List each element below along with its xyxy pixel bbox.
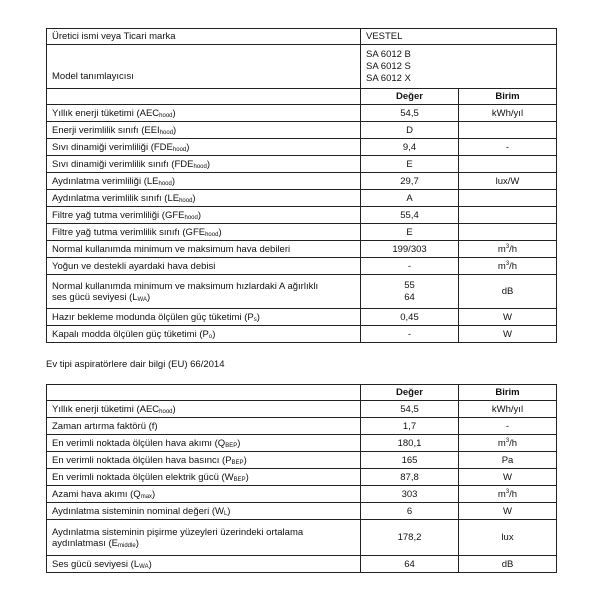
regulation-caption: Ev tipi aspiratörlere dair bilgi (EU) 66/2014 xyxy=(46,359,225,370)
row-value: E xyxy=(361,156,459,173)
row-unit: W xyxy=(459,326,557,343)
row-label: Azami hava akımı $(Q_{max})$ xyxy=(47,486,361,503)
table-row xyxy=(47,224,557,241)
row-label: Zaman artırma faktörü (f) xyxy=(47,418,361,435)
table-row xyxy=(47,105,557,122)
row-unit: W xyxy=(459,309,557,326)
illumination-value: 178,2 xyxy=(361,520,459,556)
row-value: 55,4 xyxy=(361,207,459,224)
noise-value-min: 55 xyxy=(404,279,415,291)
table-row xyxy=(47,309,557,326)
table-row xyxy=(47,418,557,435)
table-row xyxy=(47,401,557,418)
table-row xyxy=(47,241,557,258)
row-label: Kapalı modda ölçülen güç tüketimi $(P_o)$ xyxy=(47,326,361,343)
table-row xyxy=(47,486,557,503)
row-value: - xyxy=(361,258,459,275)
row-value: 199/303 xyxy=(361,241,459,258)
noise-label-line1: Normal kullanımda minimum ve maksimum hızlardaki A ağırlıklı xyxy=(52,280,319,292)
table-row xyxy=(47,469,557,486)
row-unit: $m^3/h$ xyxy=(459,486,557,503)
illumination-label-line2: aydınlatması $(E_{middle})$ xyxy=(52,537,139,549)
table-row xyxy=(47,156,557,173)
table-row xyxy=(47,139,557,156)
row-unit: kWh/yıl xyxy=(459,105,557,122)
row-label: Yıllık enerji tüketimi $(AEC_{hood})$ xyxy=(47,105,361,122)
row-label: Sıvı dinamiği verimliliği $(FDE_{hood})$ xyxy=(47,139,361,156)
row-label: Aydınlatma sisteminin nominal değeri $(W_L)$ xyxy=(47,503,361,520)
row-label: En verimli noktada ölçülen elektrik gücü $(W_{BEP})$ xyxy=(47,469,361,486)
noise-label-line2: ses gücü seviyesi $(L_{WA})$ xyxy=(52,291,151,303)
table-row xyxy=(47,29,557,45)
table-row xyxy=(47,520,557,556)
row-value: 303 xyxy=(361,486,459,503)
illumination-label xyxy=(47,520,361,556)
hood-specs-table xyxy=(46,28,557,343)
row-value: 0,45 xyxy=(361,309,459,326)
noise-unit: dB xyxy=(459,275,557,309)
row-value: 180,1 xyxy=(361,435,459,452)
table-row xyxy=(47,452,557,469)
row-unit: lux/W xyxy=(459,173,557,190)
row-label: Hazır bekleme modunda ölçülen güç tüketimi $(P_s)$ xyxy=(47,309,361,326)
header-empty xyxy=(47,89,361,105)
row-value: 64 xyxy=(361,556,459,573)
noise-value-max: 64 xyxy=(404,291,415,303)
row-label: En verimli noktada ölçülen hava basıncı $(P_{BEP})$ xyxy=(47,452,361,469)
row-label: Sıvı dinamiği verimlilik sınıfı $(FDE_{hood})$ xyxy=(47,156,361,173)
row-unit xyxy=(459,224,557,241)
table-row xyxy=(47,258,557,275)
row-value: D xyxy=(361,122,459,139)
noise-values xyxy=(361,275,459,309)
row-unit: - xyxy=(459,418,557,435)
row-value: 165 xyxy=(361,452,459,469)
row-unit: W xyxy=(459,469,557,486)
row-value: A xyxy=(361,190,459,207)
row-label: Normal kullanımda minimum ve maksimum hava debileri xyxy=(47,241,361,258)
row-value: 9,4 xyxy=(361,139,459,156)
row-value: 6 xyxy=(361,503,459,520)
header-value: Değer xyxy=(361,89,459,105)
row-value: - xyxy=(361,326,459,343)
row-unit xyxy=(459,156,557,173)
row-label: Ses gücü seviyesi $(L_{WA})$ xyxy=(47,556,361,573)
model-item: SA 6012 B xyxy=(366,48,411,60)
table-row xyxy=(47,503,557,520)
row-label: Enerji verimlilik sınıfı $(EEI_{hood})$ xyxy=(47,122,361,139)
row-value: 54,5 xyxy=(361,105,459,122)
noise-label xyxy=(47,275,361,309)
row-unit xyxy=(459,122,557,139)
table-row xyxy=(47,173,557,190)
table-row xyxy=(47,556,557,573)
brand-value: VESTEL xyxy=(361,29,557,45)
row-label: Aydınlatma verimlilik sınıfı $(LE_{hood})$ xyxy=(47,190,361,207)
illumination-label-line1: Aydınlatma sisteminin pişirme yüzeyleri üzerindeki ortalama xyxy=(52,526,304,538)
row-value: E xyxy=(361,224,459,241)
row-value: 29,7 xyxy=(361,173,459,190)
brand-label: Üretici ismi veya Ticari marka xyxy=(47,29,361,45)
row-unit: W xyxy=(459,503,557,520)
row-unit: $m^3/h$ xyxy=(459,435,557,452)
row-unit: $m^3/h$ xyxy=(459,241,557,258)
table-header-row xyxy=(47,89,557,105)
table-row xyxy=(47,190,557,207)
row-unit: Pa xyxy=(459,452,557,469)
row-label: Filtre yağ tutma verimlilik sınıfı $(GFE_{hood})$ xyxy=(47,224,361,241)
row-unit: - xyxy=(459,139,557,156)
model-list xyxy=(361,45,557,89)
row-label: Yoğun ve destekli ayardaki hava debisi xyxy=(47,258,361,275)
table-row xyxy=(47,207,557,224)
header-unit: Birim xyxy=(459,385,557,401)
row-unit xyxy=(459,190,557,207)
row-unit: $m^3/h$ xyxy=(459,258,557,275)
model-item: SA 6012 X xyxy=(366,72,411,84)
row-label: Aydınlatma verimliliği $(LE_{hood})$ xyxy=(47,173,361,190)
header-empty xyxy=(47,385,361,401)
row-label: En verimli noktada ölçülen hava akımı $(Q_{BEP})$ xyxy=(47,435,361,452)
row-label: Filtre yağ tutma verimliliği $(GFE_{hood})$ xyxy=(47,207,361,224)
row-unit xyxy=(459,207,557,224)
row-unit: kWh/yıl xyxy=(459,401,557,418)
model-item: SA 6012 S xyxy=(366,60,411,72)
table-row xyxy=(47,326,557,343)
header-value: Değer xyxy=(361,385,459,401)
illumination-unit: lux xyxy=(459,520,557,556)
row-label: Yıllık enerji tüketimi $(AEC_{hood})$ xyxy=(47,401,361,418)
row-value: 87,8 xyxy=(361,469,459,486)
model-label: Model tanımlayıcısı xyxy=(47,45,361,89)
table-row xyxy=(47,435,557,452)
header-unit: Birim xyxy=(459,89,557,105)
table-row xyxy=(47,122,557,139)
table-header-row xyxy=(47,385,557,401)
row-unit: dB xyxy=(459,556,557,573)
row-value: 1,7 xyxy=(361,418,459,435)
table-row xyxy=(47,275,557,309)
hood-info-table xyxy=(46,384,557,573)
table-row xyxy=(47,45,557,89)
row-value: 54,5 xyxy=(361,401,459,418)
